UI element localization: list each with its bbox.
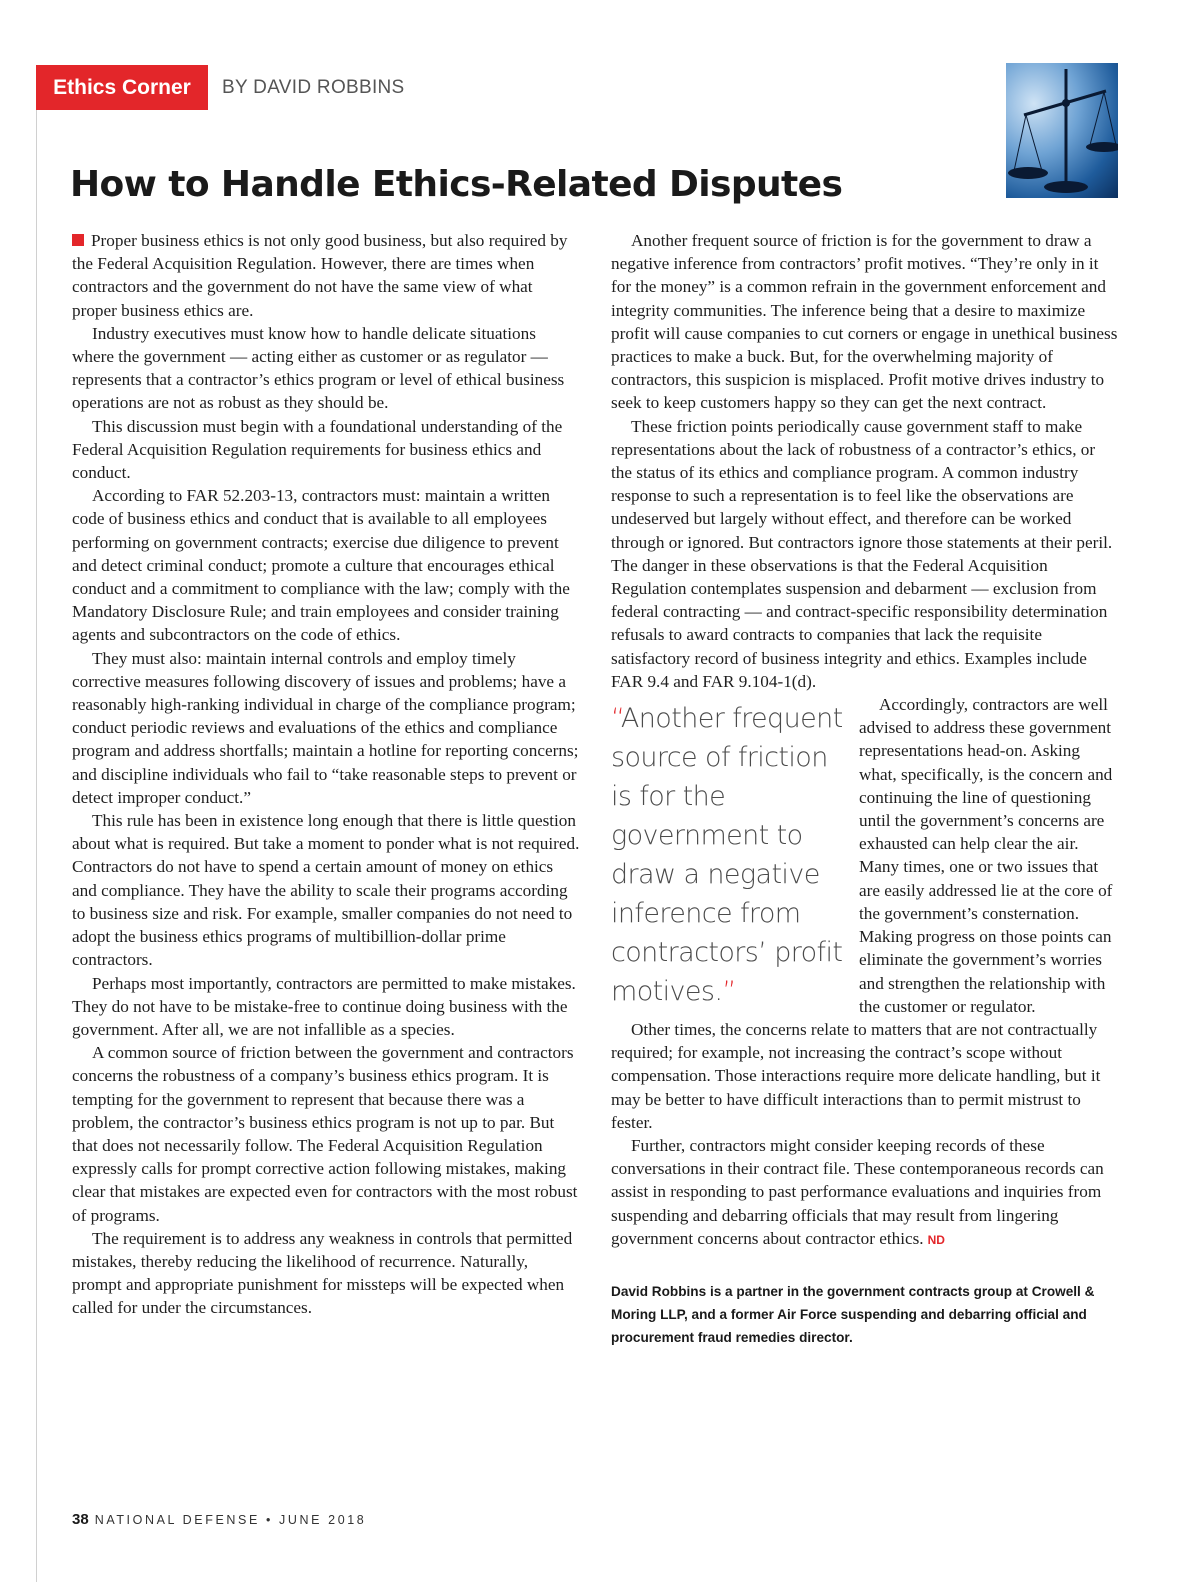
article-paragraph: Accordingly, contractors are well advised to address these government representations head-on. Asking what, specifically, is the concern and continuing the line of questioning until the government’s concerns are exhausted can help clear the air. Many times, one or two issues that are easily addressed lie at the core of the government’s consternation. Making progress on those points can eliminate the government’s worries and strengthen the relationship with the customer or regulator. xyxy=(859,695,1113,1016)
article-paragraph-text: Proper business ethics is not only good business, but also required by the Federal Acquisition Regulation. However, there are times when contractors and the government do not have the same view of what proper business ethics are. xyxy=(72,231,568,320)
open-quote-icon: “ xyxy=(611,703,621,735)
pull-quote-text: Another frequent source of friction is for the government to draw a negative inference from contractors’ profit motives. xyxy=(611,703,843,1008)
balance-scale-photo xyxy=(1006,63,1118,198)
end-mark: ND xyxy=(927,1232,945,1247)
byline: BY DAVID ROBBINS xyxy=(222,76,405,98)
article-paragraph: A common source of friction between the government and contractors concerns the robustness of a company’s business ethics program. It is tempting for the government to represent that because there was a problem, the contractor’s business ethics program is not up to par. But that does not necessarily follow. The Federal Acquisition Regulation expressly calls for prompt corrective action following mistakes, making clear that mistakes are expected even for contractors with the most robust of programs. xyxy=(72,1043,578,1225)
article-headline: How to Handle Ethics-Related Disputes xyxy=(70,164,843,205)
balance-scale-icon xyxy=(1006,63,1118,198)
article-left-column xyxy=(72,229,580,1320)
article-paragraph: They must also: maintain internal controls and employ timely corrective measures following discovery of issues and problems; have a reasonably high-ranking individual in charge of the compliance program; conduct periodic reviews and evaluations of the ethics and compliance program and address shortfalls; maintain a hotline for reporting concerns; and discipline individuals who fail to “take reasonable steps to prevent or detect improper conduct.” xyxy=(72,648,579,807)
article-paragraph: These friction points periodically cause government staff to make representations about the lack of robustness of a contractor’s ethics, or the status of its ethics and compliance program. A common industry response to such a representation is to feel like the observations are undeserved but largely without effect, and therefore can be worked through or ignored. But contractors ignore those statements at their peril. The danger in these observations is that the Federal Acquisition Regulation contemplates suspension and debarment — exclusion from federal contracting — and contract-specific responsibility determination refusals to award contracts to companies that lack the requisite satisfactory record of business integrity and ethics. Examples include FAR 9.4 and FAR 9.104-1(d). xyxy=(611,416,1113,691)
pull-quote xyxy=(611,699,849,1011)
section-header xyxy=(36,65,405,110)
author-bio: David Robbins is a partner in the government contracts group at Crowell & Moring LLP, and a former Air Force suspending and debarring official and procurement fraud remedies director. xyxy=(611,1283,1095,1345)
article-paragraph: Another frequent source of friction is for the government to draw a negative inference from contractors’ profit motives. “They’re only in it for the money” is a common refrain in the government enforcement and integrity communities. The inference being that a desire to maximize profit will cause companies to cut corners or engage in unethical business practices to make a buck. But, for the overwhelming majority of contractors, this suspicion is misplaced. Profit motive drives industry to seek to keep customers happy so they can get the next contract. xyxy=(611,231,1118,413)
publication-info: NATIONAL DEFENSE • JUNE 2018 xyxy=(94,1513,367,1527)
red-bullet-icon xyxy=(72,234,84,246)
article-paragraph: According to FAR 52.203-13, contractors must: maintain a written code of business ethics and conduct that is available to all employees performing on government contracts; exercise due diligence to prevent and detect criminal conduct; promote a culture that encourages ethical conduct and a commitment to compliance with the law; comply with the Mandatory Disclosure Rule; and train employees and consider training agents and subcontractors on the code of ethics. xyxy=(72,486,570,645)
article-right-column xyxy=(611,229,1119,1349)
article-paragraph: The requirement is to address any weakness in controls that permitted mistakes, thereby reducing the likelihood of recurrence. Naturally, prompt and appropriate punishment for missteps will be expected when called for under the circumstances. xyxy=(72,1228,573,1318)
article-paragraph: Industry executives must know how to handle delicate situations where the government — acting either as customer or as regulator — represents that a contractor’s ethics program or level of ethical business operations are not as robust as they should be. xyxy=(72,323,565,413)
close-quote-icon: ” xyxy=(722,976,736,1008)
page-number: 38 xyxy=(72,1511,89,1528)
article-paragraph xyxy=(72,229,580,322)
margin-rule xyxy=(36,110,37,1582)
article-paragraph: Perhaps most importantly, contractors are permitted to make mistakes. They do not have to be mistake-free to continue doing business with the government. After all, we are not infallible as a species. xyxy=(72,973,576,1039)
article-paragraph: Other times, the concerns relate to matters that are not contractually required; for example, not increasing the contract’s scope without compensation. Those interactions require more delicate handling, but it may be better to have difficult interactions than to permit mistrust to fester. xyxy=(611,1019,1101,1132)
article-paragraph: This rule has been in existence long enough that there is little question about what is required. But take a moment to ponder what is not required. Contractors do not have to spend a certain amount of money on ethics and compliance. They have the ability to scale their programs according to business size and risk. For example, smaller companies do not need to adopt the business ethics programs of multibillion-dollar prime contractors. xyxy=(72,811,580,970)
article-paragraph xyxy=(611,1134,1119,1252)
section-tag: Ethics Corner xyxy=(36,65,208,110)
article-paragraph: This discussion must begin with a foundational understanding of the Federal Acquisition Regulation requirements for business ethics and conduct. xyxy=(72,416,563,483)
article-paragraph-text: Further, contractors might consider keeping records of these conversations in their contract file. These contemporaneous records can assist in responding to past performance evaluations and inquiries from suspending and debarring officials that may result from lingering government concerns about contractor ethics. xyxy=(611,1135,1104,1248)
page-footer xyxy=(72,1511,366,1528)
